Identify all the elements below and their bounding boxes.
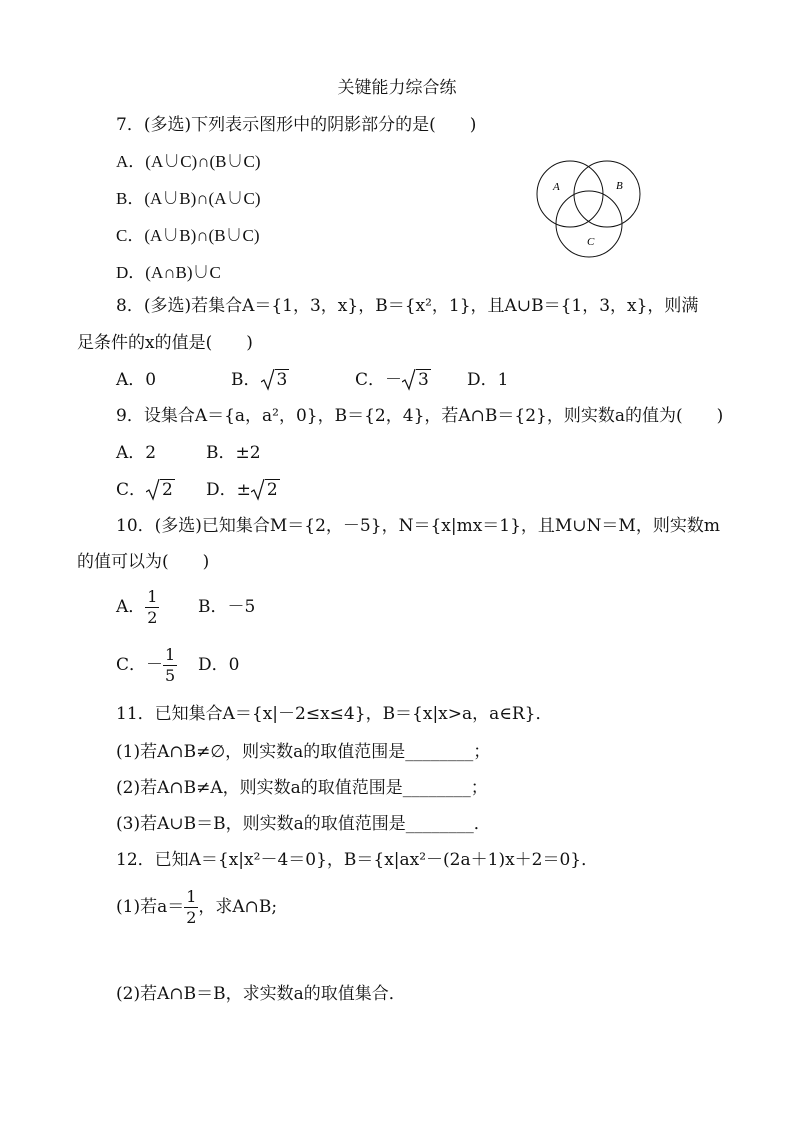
q8-option-b-radicand: 3 [276,370,288,390]
q10-option-c-label: C．－ [116,655,164,675]
q10-option-c [116,642,198,688]
q9-option-a: A．2 [116,443,157,463]
venn-diagram [528,160,648,262]
fraction [145,587,159,628]
q10-option-b: B．－5 [198,597,256,617]
venn-circle-a [537,161,603,227]
venn-circle-b [574,161,640,227]
sqrt-symbol [261,368,290,392]
q10-stem-line1: 10．(多选)已知集合M＝{2，－5}，N＝{x|mx＝1}，且M∪N＝M，则实数m [116,516,720,536]
q10-options-row1 [116,584,255,630]
q10-option-a-label: A． [116,597,146,617]
q10-option-a [116,584,198,630]
q9-options-row2 [116,478,280,502]
q10-options-row2 [116,642,239,688]
q11-part-2: (2)若A∩B≠A，则实数a的取值范围是________； [116,778,488,798]
q10-option-c-denominator: 5 [165,666,176,685]
q7-stem: 7．(多选)下列表示图形中的阴影部分的是( ) [116,115,477,135]
q12-part-1-suffix: ，求A∩B; [198,897,278,917]
venn-label-a: A [553,181,560,193]
q9-option-d [206,478,280,502]
q9-option-b: B．±2 [206,443,261,463]
sqrt-symbol [146,478,175,502]
q10-option-d: D．0 [198,655,240,675]
q9-option-c-label: C． [116,480,147,500]
q12-part-1-numerator: 1 [186,887,197,906]
fraction [184,887,198,928]
q8-option-c [355,368,467,392]
q7-option-d: D．(A∩B)∪C [116,263,221,282]
q11-part-3: (3)若A∪B＝B，则实数a的取值范围是________． [116,814,491,834]
venn-label-c: C [587,236,595,248]
q7-option-c: C．(A∪B)∩(B∪C) [116,226,260,245]
q8-option-b [231,368,355,392]
q8-option-a: A．0 [116,370,157,390]
q9-option-d-radicand: 2 [266,480,278,500]
fraction [163,645,177,686]
q7-option-b: B．(A∪B)∩(A∪C) [116,189,261,208]
q9-option-c [116,478,206,502]
q8-stem-line1: 8．(多选)若集合A＝{1，3，x}，B＝{x²，1}，且A∪B＝{1，3，x}，则满 [116,296,699,316]
q8-option-c-label: C．－ [355,370,403,390]
q8-option-b-label: B． [231,370,261,390]
q10-stem-line2: 的值可以为( ) [77,552,210,572]
q8-options [116,368,508,392]
q7-option-a: A．(A∪C)∩(B∪C) [116,152,261,171]
q9-option-c-radicand: 2 [162,480,173,500]
q11-stem: 11．已知集合A＝{x|－2≤x≤4}，B＝{x|x>a，a∈R}． [116,704,553,724]
q10-option-a-numerator: 1 [147,587,158,606]
q10-option-c-numerator: 1 [165,645,176,664]
q12-part-1-prefix: (1)若a＝ [116,897,185,917]
q9-options-row1 [116,441,261,465]
sqrt-symbol [402,368,431,392]
q12-part-2: (2)若A∩B＝B，求实数a的取值集合． [116,984,406,1004]
q12-part-1-denominator: 2 [186,908,197,927]
q8-option-d: D．1 [467,370,509,390]
q8-option-c-radicand: 3 [418,370,429,390]
venn-label-b: B [616,180,623,192]
page-title: 关键能力综合练 [337,78,457,98]
sqrt-symbol [251,478,280,502]
q9-option-d-label: D．± [206,480,251,500]
q9-stem: 9．设集合A＝{a，a²，0}，B＝{2，4}，若A∩B＝{2}，则实数a的值为( ) [116,406,724,426]
q8-stem-line2: 足条件的x的值是( ) [77,333,253,353]
q10-option-a-denominator: 2 [147,608,158,627]
q12-stem: 12．已知A＝{x|x²－4＝0}，B＝{x|ax²－(2a＋1)x＋2＝0}． [116,850,599,870]
q12-part-1 [116,884,277,930]
q11-part-1: (1)若A∩B≠∅，则实数a的取值范围是________； [116,742,491,762]
